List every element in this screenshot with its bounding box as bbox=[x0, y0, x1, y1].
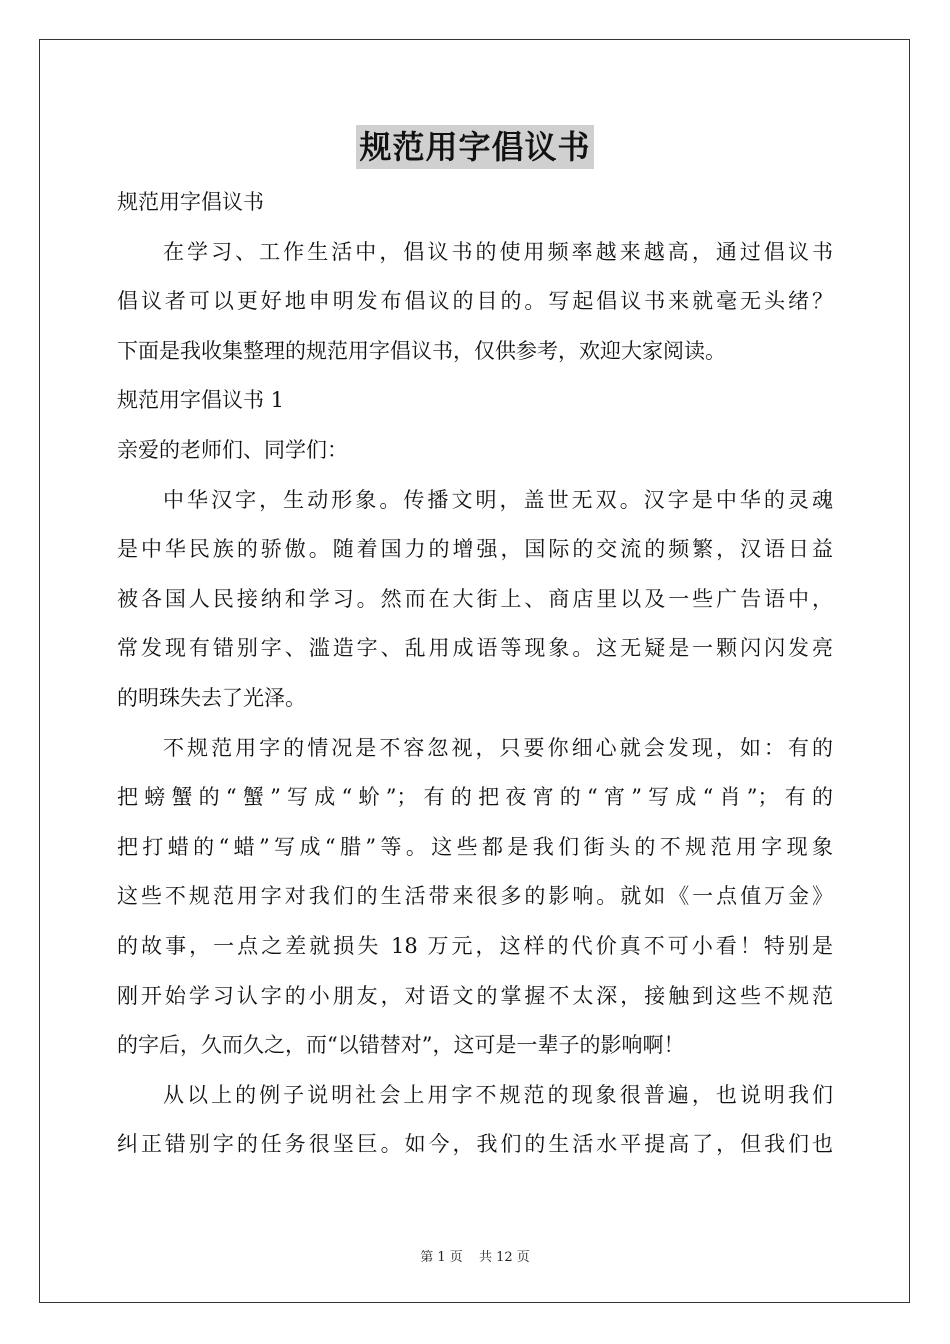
text-line: 亲爱的老师们、同学们： bbox=[117, 437, 348, 462]
text-line: 被各国人民接纳和学习。然而在大街上、商店里以及一些广告语中， bbox=[117, 586, 833, 611]
text-line: 从以上的例子说明社会上用字不规范的现象很普遍，也说明我们 bbox=[163, 1082, 833, 1107]
text-line: 纠正错别字的任务很坚巨。如今，我们的生活水平提高了，但我们也 bbox=[117, 1132, 833, 1157]
page-number: 第 1 页 bbox=[420, 1250, 463, 1265]
text-line: 把螃蟹的“蟹”写成“蚧”；有的把夜宵的“宵”写成“肖”；有的 bbox=[117, 785, 833, 810]
text-line: 规范用字倡议书 1 bbox=[117, 388, 285, 413]
text-line: 下面是我收集整理的规范用字倡议书，仅供参考，欢迎大家阅读。 bbox=[117, 338, 726, 363]
page-footer bbox=[0, 1246, 950, 1265]
text-line: 的故事，一点之差就损失 18 万元，这样的代价真不可小看！特别是 bbox=[117, 933, 833, 958]
text-line: 这些不规范用字对我们的生活带来很多的影响。就如《一点值万金》 bbox=[117, 884, 833, 909]
text-line: 把打蜡的“蜡”写成“腊”等。这些都是我们街头的不规范用字现象 bbox=[117, 834, 833, 859]
text-line: 在学习、工作生活中，倡议书的使用频率越来越高，通过倡议书 bbox=[163, 239, 833, 264]
text-line: 的明珠失去了光泽。 bbox=[117, 685, 306, 710]
text-line: 常发现有错别字、滥造字、乱用成语等现象。这无疑是一颗闪闪发亮 bbox=[117, 636, 833, 661]
text-line: 的字后，久而久之，而“以错替对”，这可是一辈子的影响啊！ bbox=[117, 1033, 685, 1058]
text-line: 是中华民族的骄傲。随着国力的增强，国际的交流的频繁，汉语日益 bbox=[117, 537, 833, 562]
document-body bbox=[117, 178, 833, 1170]
title-wrap bbox=[0, 125, 950, 169]
text-line: 倡议者可以更好地申明发布倡议的目的。写起倡议书来就毫无头绪？ bbox=[117, 289, 833, 314]
page-total: 共 12 页 bbox=[478, 1250, 530, 1265]
text-line: 刚开始学习认字的小朋友，对语文的掌握不太深，接触到这些不规范 bbox=[117, 983, 833, 1008]
document-title: 规范用字倡议书 bbox=[356, 125, 593, 169]
text-line: 规范用字倡议书 bbox=[117, 190, 264, 214]
text-line: 中华汉字，生动形象。传播文明，盖世无双。汉字是中华的灵魂 bbox=[163, 487, 833, 512]
text-line: 不规范用字的情况是不容忽视，只要你细心就会发现，如：有的 bbox=[163, 735, 833, 760]
